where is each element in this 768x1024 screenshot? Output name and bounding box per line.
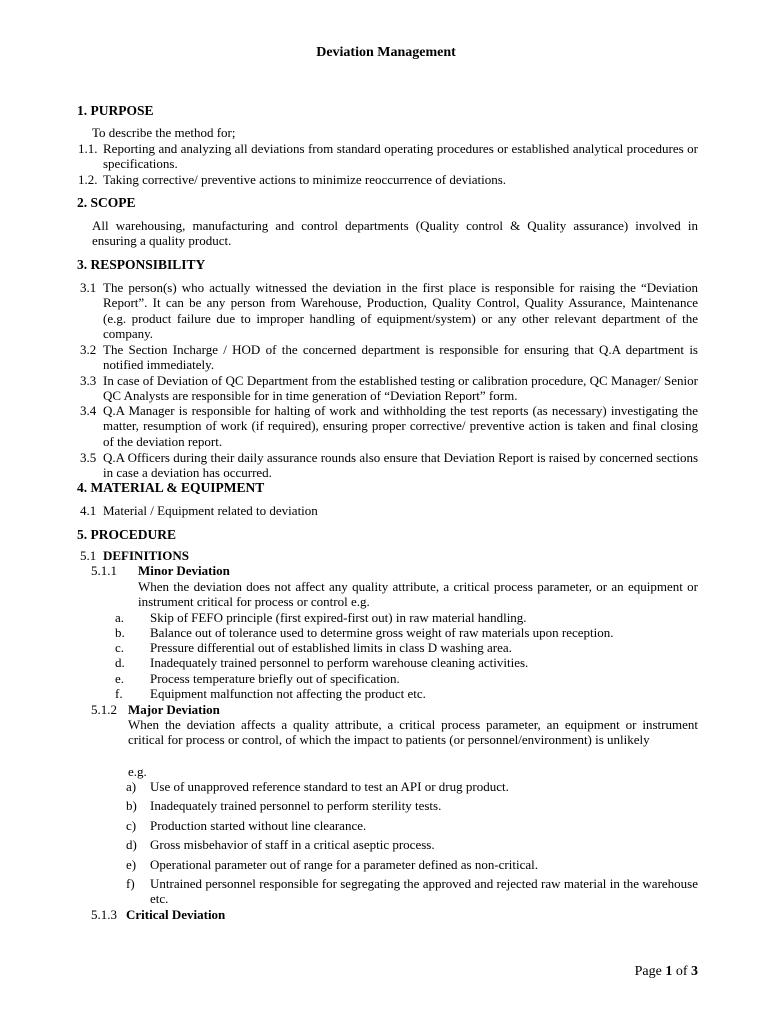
minor-deviation-number: 5.1.1	[91, 563, 117, 578]
list-item-text: Inadequately trained personnel to perform warehouse cleaning activities.	[150, 655, 529, 670]
item-number: 3.5	[80, 450, 97, 465]
minor-deviation-intro: When the deviation does not affect any quality attribute, a critical process parameter, or an equipment or instrument critical for process or control e.g.	[138, 579, 698, 610]
page-current: 1	[665, 964, 673, 979]
responsibility-item	[80, 450, 698, 481]
definitions-number: 5.1	[80, 548, 97, 563]
list-item-text: Skip of FEFO principle (first expired-first out) in raw material handling.	[150, 610, 527, 625]
minor-deviation-title: Minor Deviation	[138, 563, 230, 578]
section-heading-procedure: 5. PROCEDURE	[77, 527, 177, 542]
scope-text: All warehousing, manufacturing and control departments (Quality control & Quality assurance) involved in ensuring a quality product.	[92, 218, 698, 249]
list-item-marker: d)	[126, 837, 137, 852]
item-number: 3.3	[80, 373, 97, 388]
section-heading-responsibility: 3. RESPONSIBILITY	[77, 257, 206, 272]
document-title: Deviation Management	[316, 45, 456, 60]
critical-deviation-number: 5.1.3	[91, 907, 117, 922]
item-text: The person(s) who actually witnessed the deviation in the first place is responsible for raising the “Deviation Report”. It can be any person from Warehouse, Production, Quality Control, Quality Assurance, Maintenance (e.g. product failure due to improper handling of equipment/system) or any other relevant department of the company.	[103, 280, 698, 342]
list-item-marker: c)	[126, 818, 137, 833]
purpose-item	[78, 141, 698, 172]
responsibility-item	[80, 342, 698, 373]
list-item-marker: f.	[115, 686, 123, 701]
list-item-marker: a.	[115, 610, 125, 625]
major-deviation-number: 5.1.2	[91, 702, 117, 717]
material-number: 4.1	[80, 503, 97, 518]
list-item-text: Use of unapproved reference standard to test an API or drug product.	[150, 779, 509, 794]
list-item-marker: e)	[126, 857, 137, 872]
responsibility-item	[80, 403, 698, 449]
of-word: of	[675, 964, 688, 979]
list-item-text: Process temperature briefly out of specification.	[150, 671, 400, 686]
list-item-text: Balance out of tolerance used to determine gross weight of raw materials upon reception.	[150, 625, 614, 640]
material-text: Material / Equipment related to deviation	[103, 503, 318, 518]
purpose-intro: To describe the method for;	[92, 125, 236, 140]
item-number: 3.1	[80, 280, 97, 295]
list-item-marker: d.	[115, 655, 125, 670]
section-heading-purpose: 1. PURPOSE	[77, 103, 154, 118]
list-item-marker: a)	[126, 779, 137, 794]
major-deviation-title: Major Deviation	[128, 702, 220, 717]
item-number: 3.4	[80, 403, 97, 418]
page-number-footer	[635, 964, 698, 979]
list-item-text: Inadequately trained personnel to perform sterility tests.	[150, 798, 442, 813]
list-item-text: Gross misbehavior of staff in a critical aseptic process.	[150, 837, 435, 852]
list-item-text: Pressure differential out of established limits in class D washing area.	[150, 640, 512, 655]
list-item-text: Production started without line clearance.	[150, 818, 367, 833]
item-number: 3.2	[80, 342, 97, 357]
item-text: Q.A Manager is responsible for halting of work and withholding the test reports (as necessary) investigating the matter, resumption of work (if required), ensuring proper corrective/ preventive action is taken and final closing of the deviation report.	[103, 403, 698, 449]
purpose-item	[78, 172, 698, 187]
section-heading-material: 4. MATERIAL & EQUIPMENT	[77, 480, 265, 495]
list-item-marker: b.	[115, 625, 125, 640]
item-number: 1.2.	[78, 172, 98, 187]
page-total: 3	[691, 964, 698, 979]
item-text: In case of Deviation of QC Department from the established testing or calibration procedure, QC Manager/ Senior QC Analysts are responsible for in time generation of “Deviation Report” form.	[103, 373, 698, 404]
major-deviation-intro: When the deviation affects a quality attribute, a critical process parameter, an equipment or instrument critical for process or control, of which the impact to patients (or personnel/environment) is unlikely	[128, 717, 698, 748]
critical-deviation-title: Critical Deviation	[126, 907, 226, 922]
list-item-marker: b)	[126, 798, 137, 813]
list-item-marker: f)	[126, 876, 135, 891]
list-item-text: Untrained personnel responsible for segregating the approved and rejected raw material in the warehouse etc.	[150, 876, 698, 907]
item-text: Q.A Officers during their daily assurance rounds also ensure that Deviation Report is raised by concerned sections in case a deviation has occurred.	[103, 450, 698, 481]
responsibility-item	[80, 280, 698, 342]
definitions-title: DEFINITIONS	[103, 548, 189, 563]
list-item-marker: c.	[115, 640, 125, 655]
responsibility-item	[80, 373, 698, 404]
section-heading-scope: 2. SCOPE	[77, 195, 136, 210]
page-word: Page	[634, 964, 662, 979]
item-text: Reporting and analyzing all deviations from standard operating procedures or established analytical procedures or specifications.	[103, 141, 698, 172]
item-number: 1.1.	[78, 141, 98, 156]
major-deviation-eg: e.g.	[128, 764, 147, 779]
item-text: The Section Incharge / HOD of the concerned department is responsible for ensuring that Q.A department is notified immediately.	[103, 342, 698, 373]
list-item-marker: e.	[115, 671, 125, 686]
list-item-text: Operational parameter out of range for a parameter defined as non-critical.	[150, 857, 539, 872]
item-text: Taking corrective/ preventive actions to minimize reoccurrence of deviations.	[103, 172, 507, 187]
list-item-text: Equipment malfunction not affecting the product etc.	[150, 686, 426, 701]
